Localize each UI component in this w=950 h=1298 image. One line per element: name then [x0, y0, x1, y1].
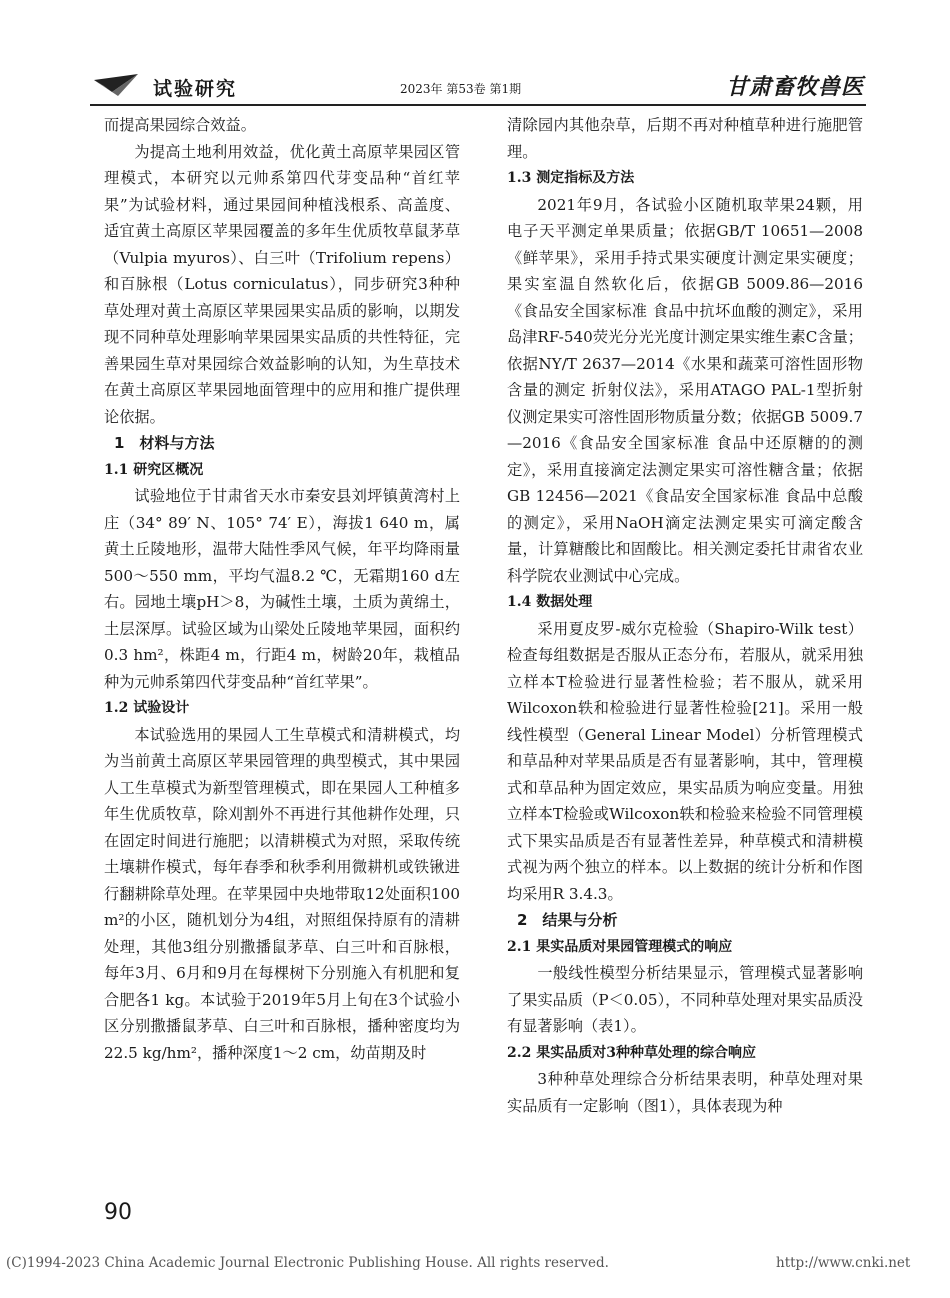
section-title: 试验研究 — [153, 78, 238, 100]
subsection-heading: 2.1 果实品质对果园管理模式的响应 — [507, 938, 733, 955]
copyright-notice: (C)1994-2023 China Academic Journal Electronic Publishing House. All rights reserved. — [6, 1255, 609, 1271]
subsection-heading: 2.2 果实品质对3种种草处理的综合响应 — [507, 1044, 756, 1061]
page-header — [0, 0, 950, 110]
subsection-heading: 1.3 测定指标及方法 — [507, 170, 635, 186]
right-column — [507, 112, 863, 1119]
body-paragraph: 3种种草处理综合分析结果表明，种草处理对果实品质有一定影响（图1），具体表现为种 — [507, 1070, 863, 1115]
body-paragraph: 本试验选用的果园人工生草模式和清耕模式，均为当前黄土高原区苹果园管理的典型模式，其中果园人工生草模式为新型管理模式，即在果园人工种植多年生优质牧草，除刈割外不再进行其他耕作处理，只在固定时间进行施肥；以清耕模式为对照，采取传统土壤耕作模式，每年春季和秋季利用微耕机或铁锹进行翻耕除草处理。在苹果园中央地带取12处面积100 m²的小区，随机划分为4组，对照组保持原有的清耕处理，其他3组分别撒播鼠茅草、白三叶和百脉根，每年3月、6月和9月在每棵树下分别施入有机肥和复合肥各1 kg。本试验于2019年5月上旬在3个试验小区分别撒播鼠茅草、白三叶和百脉根，播种密度均为22.5 kg/hm²，播种深度1～2 cm，幼苗期及时 — [104, 725, 460, 1062]
section-heading: 1 材料与方法 — [114, 434, 215, 452]
subsection-heading: 1.1 研究区概况 — [104, 461, 204, 478]
body-paragraph: 一般线性模型分析结果显示，管理模式显著影响了果实品质（P＜0.05），不同种草处理对果实品质没有显著影响（表1）。 — [507, 964, 863, 1035]
paper-plane-logo-icon — [92, 70, 140, 98]
body-paragraph: 试验地位于甘肃省天水市秦安县刘坪镇黄湾村上庄（34° 89′ N、105° 74′ E），海拔1 640 m，属黄土丘陵地形，温带大陆性季风气候，年平均降雨量500～550 mm，平均气温8.2 ℃，无霜期160 d左右。园地土壤pH＞8，为碱性土壤，土质为黄绵土，土层深厚。试验区域为山梁处丘陵地苹果园，面积约0.3 hm²，株距4 m，行距4 m，树龄20年，栽植品种为元帅系第四代芽变品种“首红苹果”。 — [104, 487, 460, 691]
issue-info: 2023年 第53卷 第1期 — [400, 82, 522, 96]
subsection-heading: 1.2 试验设计 — [104, 700, 190, 716]
section-heading: 2 结果与分析 — [517, 911, 618, 929]
subsection-heading: 1.4 数据处理 — [507, 594, 593, 610]
left-column — [104, 112, 460, 1066]
page-number: 90 — [104, 1200, 132, 1225]
body-paragraph: 而提高果园综合效益。 — [104, 116, 256, 134]
body-paragraph: 为提高土地利用效益，优化黄土高原苹果园区管理模式，本研究以元帅系第四代芽变品种“首红苹果”为试验材料，通过果园间种植浅根系、高盖度、适宜黄土高原区苹果园覆盖的多年生优质牧草鼠茅草（Vulpia myuros）、白三叶（Trifolium repens）和百脉根（Lotus corniculatus），同步研究3种种草处理对黄土高原区苹果园果实品质的影响，以期发现不同种草处理影响苹果园果实品质的共性特征，完善果园生草对果园综合效益影响的认知，为生草技术在黄土高原区苹果园地面管理中的应用和推广提供理论依据。 — [104, 142, 460, 426]
body-paragraph: 2021年9月，各试验小区随机取苹果24颗，用电子天平测定单果质量；依据GB/T 10651—2008《鲜苹果》，采用手持式果实硬度计测定果实硬度；果实室温自然软化后，依据GB 5009.86—2016《食品安全国家标准 食品中抗坏血酸的测定》，采用岛津RF-540荧光分光光度计测定果实维生素C含量；依据NY/T 2637—2014《水果和蔬菜可溶性固形物含量的测定 折射仪法》，采用ATAGO PAL-1型折射仪测定果实可溶性固形物质量分数；依据GB 5009.7—2016《食品安全国家标准 食品中还原糖的的测定》，采用直接滴定法测定果实可溶性糖含量；依据GB 12456—2021《食品安全国家标准 食品中总酸的测定》，采用NaOH滴定法测定果实可滴定酸含量，计算糖酸比和固酸比。相关测定委托甘肃省农业科学院农业测试中心完成。 — [507, 195, 863, 585]
header-rule — [90, 104, 866, 106]
page-footer — [6, 1255, 911, 1271]
site-url: http://www.cnki.net — [776, 1255, 911, 1271]
body-paragraph: 清除园内其他杂草，后期不再对种植草种进行施肥管理。 — [507, 116, 863, 161]
body-paragraph: 采用夏皮罗-威尔克检验（Shapiro-Wilk test）检查每组数据是否服从正态分布，若服从，就采用独立样本T检验进行显著性检验；若不服从，就采用Wilcoxon轶和检验进行显著性检验[21]。采用一般线性模型（General Linear Model）分析管理模式和草品种对苹果品质是否有显著影响，其中，管理模式和草品种为固定效应，果实品质为响应变量。用独立样本T检验或Wilcoxon轶和检验来检验不同管理模式下果实品质是否有显著性差异，种草模式和清耕模式视为两个独立的样本。以上数据的统计分析和作图均采用R 3.4.3。 — [507, 619, 863, 903]
journal-name: 甘肃畜牧兽医 — [725, 74, 864, 100]
